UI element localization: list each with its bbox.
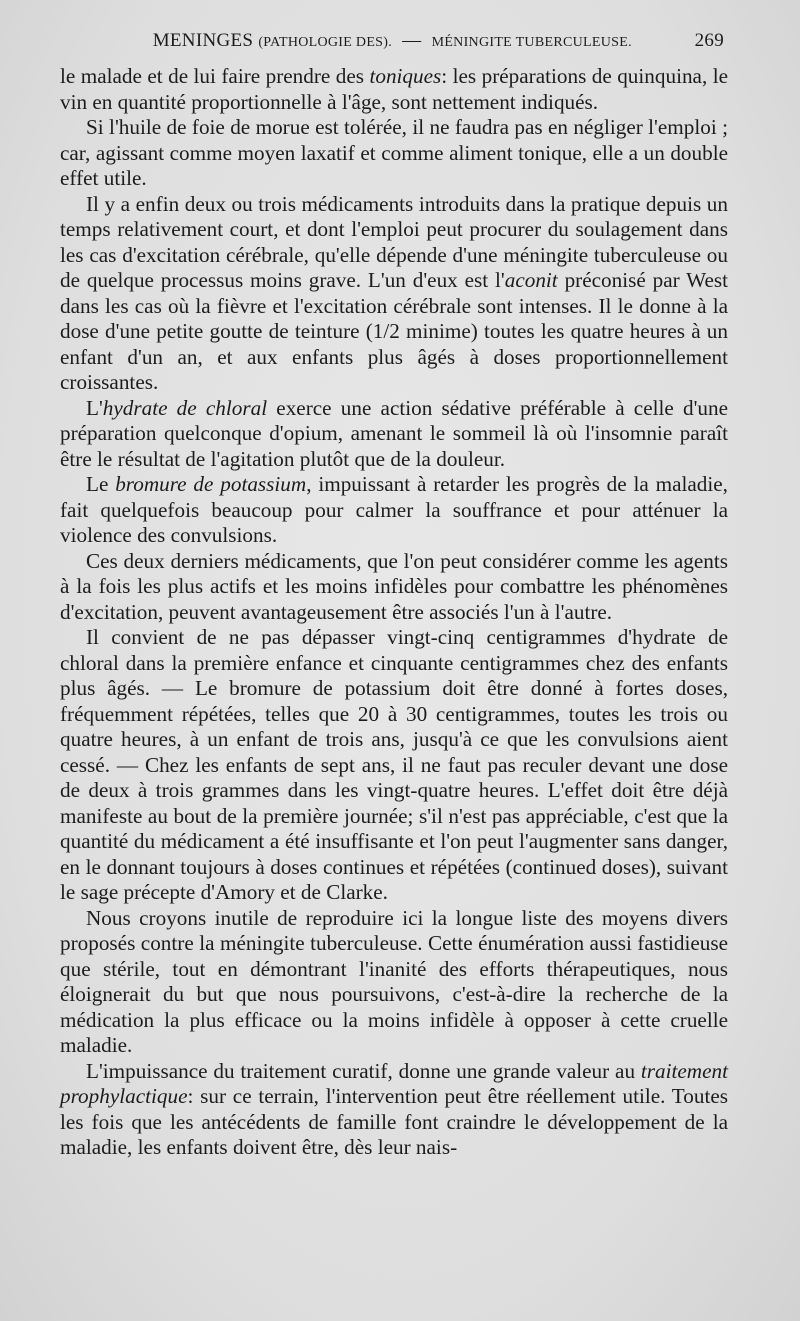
- paragraph-8: Nous croyons inutile de reproduire ici la longue liste des moyens divers proposés contre la méningite tuberculeuse. Cette énumération aussi fastidieuse que stérile, tout en démontrant l'inanité des efforts thérapeutiques, nous éloignerait du but que nous poursuivons, c'est-à-dire la recherche de la médication la plus efficace ou la moins infidèle à opposer à cette cruelle maladie.: [60, 905, 728, 1057]
- page-number: 269: [694, 30, 724, 51]
- header-dash: —: [402, 30, 422, 51]
- paragraph-4: L'hydrate de chloral exerce une action sédative préférable à celle d'une préparation quelconque d'opium, amenant le sommeil là où l'insomnie paraît être le résultat de l'agitation plutôt que de la douleur.: [60, 395, 728, 471]
- paragraph-9: L'impuissance du traitement curatif, donne une grande valeur au traitement prophylactique: sur ce terrain, l'intervention peut être réellement utile. Toutes les fois que les antécédents de famille font craindre le développement de la maladie, les enfants doivent être, dès leur nais-: [60, 1058, 728, 1159]
- paragraph-7: Il convient de ne pas dépasser vingt-cinq centigrammes d'hydrate de chloral dans la première enfance et cinquante centigrammes chez des enfants plus âgés. — Le bromure de potassium doit être donné à fortes doses, fréquemment répétées, telles que 20 à 30 centigrammes, toutes les trois ou quatre heures, à un enfant de trois ans, jusqu'à ce que les convulsions aient cessé. — Chez les enfants de sept ans, il ne faut pas reculer devant une dose de deux à trois grammes dans les vingt-quatre heures. L'effet doit être déjà manifeste au bout de la première journée; s'il n'est pas appréciable, c'est que la quantité du médicament a été insuffisante et l'on peut l'augmenter sans danger, en le donnant toujours à doses continues et répétées (continued doses), suivant le sage précepte d'Amory et de Clarke.: [60, 625, 728, 904]
- running-header: [60, 30, 724, 52]
- paragraph-2: Si l'huile de foie de morue est tolérée, il ne faudra pas en négliger l'emploi ; car, agissant comme moyen laxatif et comme aliment tonique, elle a un double effet utile.: [60, 115, 728, 190]
- paragraph-3: Il y a enfin deux ou trois médicaments introduits dans la pratique depuis un temps relativement court, et dont l'emploi peut procurer du soulagement dans les cas d'excitation cérébrale, qu'elle dépende d'une méningite tuberculeuse ou de quelque processus moins grave. L'un d'eux est l'aconit préconisé par West dans les cas où la fièvre et l'excitation cérébrale sont intenses. Il le donne à la dose d'une petite goutte de teinture (1/2 minime) toutes les quatre heures à un enfant d'un an, et aux enfants plus âgés à doses proportionnellement croissantes.: [60, 191, 728, 394]
- running-title: [60, 30, 695, 52]
- term-toniques: toniques: [369, 64, 442, 88]
- term-bromure-de-potassium: bromure de potassium: [115, 472, 307, 496]
- running-title-main: MENINGES: [152, 30, 254, 51]
- term-aconit: aconit: [504, 268, 558, 292]
- running-title-sub: (PATHOLOGIE DES).: [258, 35, 393, 50]
- term-hydrate-de-chloral: hydrate de chloral: [102, 395, 268, 420]
- running-title-section: MÉNINGITE TUBERCULEUSE.: [431, 35, 632, 50]
- body-text: [60, 64, 728, 1161]
- paragraph-5: Le bromure de potassium, impuissant à retarder les progrès de la maladie, fait quelquefois beaucoup pour calmer la souffrance et pour atténuer la violence des convulsions.: [60, 472, 728, 547]
- paragraph-1: le malade et de lui faire prendre des toniques: les préparations de quinquina, le vin en quantité proportionnelle à l'âge, sont nettement indiqués.: [60, 64, 728, 114]
- term-traitement-prophylactique: traitement prophylactique: [60, 1058, 728, 1108]
- paragraph-6: Ces deux derniers médicaments, que l'on peut considérer comme les agents à la fois les plus actifs et les moins infidèles pour combattre les phénomènes d'excitation, peuvent avantageusement être associés l'un à l'autre.: [60, 548, 728, 624]
